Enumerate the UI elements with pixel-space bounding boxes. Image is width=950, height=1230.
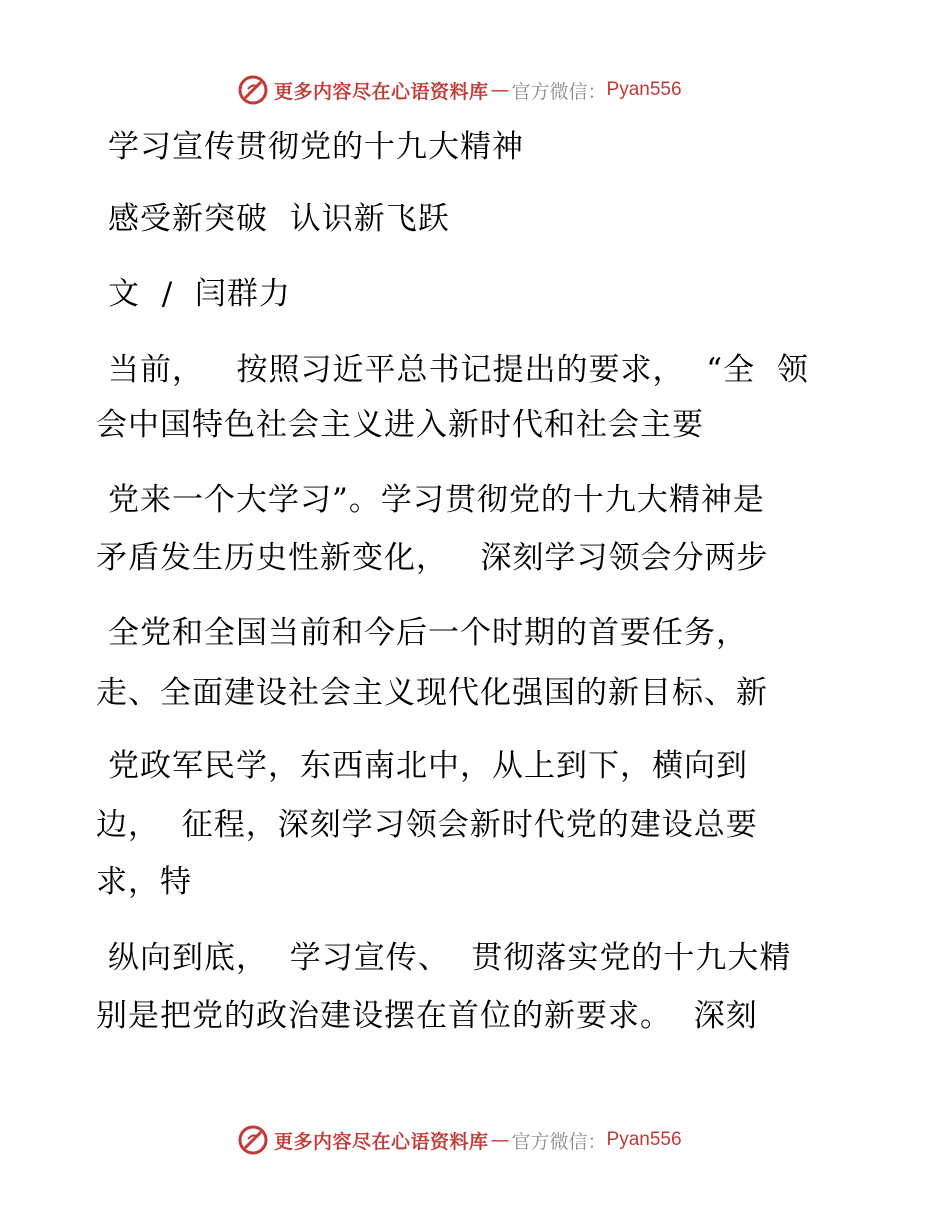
logo-icon <box>236 73 270 107</box>
body-line: 走、全面建设社会主义现代化强国的新目标、新 <box>96 675 768 711</box>
body-line: 纵向到底， 学习宣传、 贯彻落实党的十九大精 <box>108 940 792 976</box>
body-line: 当前， 按照习近平总书记提出的要求， “全 领 <box>108 352 809 388</box>
header-banner <box>236 72 682 108</box>
body-line: 边， 征程，深刻学习领会新时代党的建设总要 <box>96 807 758 843</box>
wechat-label: 官方微信： <box>511 1130 607 1153</box>
article-title: 学习宣传贯彻党的十九大精神 <box>108 129 524 165</box>
footer-banner <box>236 1122 682 1158</box>
wechat-id: Pyan556 <box>606 79 682 100</box>
logo-icon <box>236 1123 270 1157</box>
site-text: 更多内容尽在心语资料库 <box>274 1130 489 1153</box>
wechat-id: Pyan556 <box>606 1129 682 1150</box>
body-line: 别是把党的政治建设摆在首位的新要求。 深刻 <box>96 998 758 1034</box>
body-line: 党来一个大学习”。学习贯彻党的十九大精神是 <box>108 482 765 518</box>
body-line: 全党和全国当前和今后一个时期的首要任务， <box>108 615 748 651</box>
site-text: 更多内容尽在心语资料库 <box>274 80 489 103</box>
wechat-label: 官方微信： <box>511 80 607 103</box>
banner-dash: — <box>490 79 510 101</box>
banner-dash: — <box>490 1129 510 1151</box>
author-line: 文 / 闫群力 <box>108 276 291 312</box>
body-line: 党政军民学，东西南北中，从上到下，横向到 <box>108 748 748 784</box>
body-line: 会中国特色社会主义进入新时代和社会主要 <box>96 407 704 443</box>
article-subtitle: 感受新突破 认识新飞跃 <box>108 201 450 237</box>
body-line: 矛盾发生历史性新变化， 深刻学习领会分两步 <box>96 540 769 576</box>
body-line: 求，特 <box>96 864 192 900</box>
